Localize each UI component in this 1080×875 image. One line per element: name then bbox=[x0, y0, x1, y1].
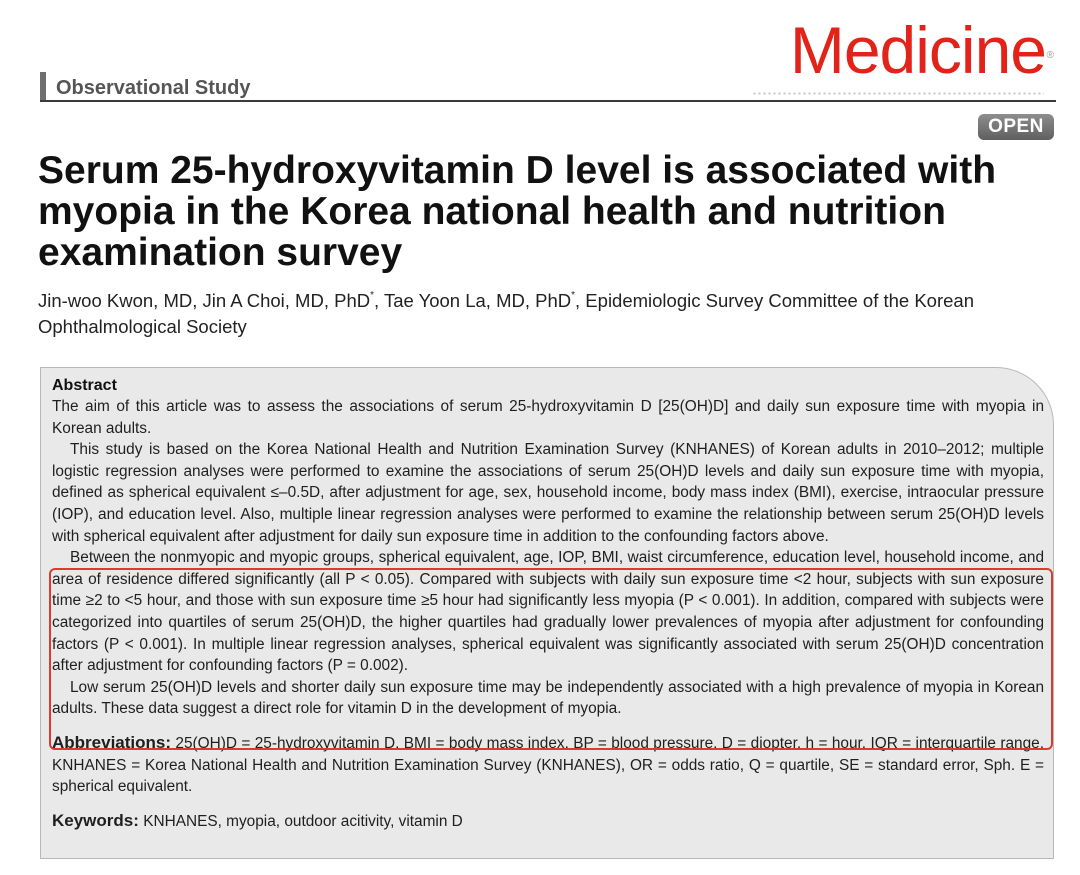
open-access-badge bbox=[978, 114, 1054, 140]
corresponding-mark-1: * bbox=[370, 290, 374, 301]
author-group-3: , Epidemiologic Survey Committee of the Korean Ophthalmological Society bbox=[38, 290, 975, 337]
abstract-results: Between the nonmyopic and myopic groups, spherical equivalent, age, IOP, BMI, waist circumference, education level, household income, and area of residence differed significantly (all P < 0.05). Compared with subjects with daily sun exposure time <2 hour, subjects with sun exposure time ≥2 to <5 hour, and those with sun exposure time ≥5 hour had significantly less myopia (P < 0.001). In addition, compared with subjects were categorized into quartiles of serum 25(OH)D, the higher quartiles had gradually lower prevalences of myopia after adjustment for confounding factors (P < 0.001). In multiple linear regression analyses, spherical equivalent was significantly associated with serum 25(OH)D concentration after adjustment for confounding factors (P = 0.002). bbox=[52, 549, 1044, 675]
abbreviations-text: 25(OH)D = 25-hydroxyvitamin D, BMI = body mass index, BP = blood pressure, D = diopter, h = hour, IQR = interquartile range, KNHANES = Korea National Health and Nutrition Examination Survey (KNHANES), OR = odds ratio, Q = quartile, SE = standard error, Sph. E = spherical equivalent. bbox=[52, 734, 1044, 796]
abbreviations-label: Abbreviations: bbox=[52, 732, 172, 752]
section-tag-label: Observational Study bbox=[56, 77, 251, 99]
corresponding-mark-2: * bbox=[571, 290, 576, 301]
open-access-label: OPEN bbox=[988, 116, 1044, 137]
highlight-annotation-box bbox=[49, 568, 1053, 750]
author-group-1: Jin-woo Kwon, MD, Jin A Choi, MD, PhD bbox=[38, 290, 371, 311]
abstract-heading: Abstract bbox=[52, 377, 117, 394]
journal-logo-text: Medicine bbox=[789, 13, 1046, 87]
author-list bbox=[38, 283, 1048, 340]
keywords-text: KNHANES, myopia, outdoor acitivity, vitamin D bbox=[138, 812, 463, 830]
abstract-methods: This study is based on the Korea National Health and Nutrition Examination Survey (KNHANES) of Korean adults in 2010–2012; multiple logistic regression analyses were performed to examine the associations of serum 25(OH)D levels and daily sun exposure time with myopia, defined as spherical equivalent ≤–0.5D, after adjustment for age, sex, household income, body mass index (BMI), exercise, intraocular pressure (IOP), and education level. Also, multiple linear regression analyses were performed to examine the relationship between serum 25(OH)D levels with spherical equivalent after adjustment for daily sun exposure time in addition to the confounding factors above. bbox=[52, 441, 1044, 545]
keywords bbox=[52, 810, 1044, 833]
abstract-conclusion: Low serum 25(OH)D levels and shorter daily sun exposure time may be independently associated with a high prevalence of myopia in Korean adults. These data suggest a direct role for vitamin D in the development of myopia. bbox=[52, 678, 1044, 718]
logo-dotted-underline bbox=[752, 92, 1044, 95]
abstract-objective: The aim of this article was to assess the associations of serum 25-hydroxyvitamin D [25(OH)D] and daily sun exposure time with myopia in Korean adults. bbox=[52, 398, 1044, 437]
registered-mark: ® bbox=[1046, 50, 1054, 61]
section-tag bbox=[40, 72, 251, 102]
keywords-label: Keywords: bbox=[52, 810, 139, 830]
article-title: Serum 25-hydroxyvitamin D level is associated with myopia in the Korea national health and nutrition examination survey bbox=[38, 149, 997, 274]
journal-logo[interactable] bbox=[789, 13, 1054, 87]
author-group-2: , Tae Yoon La, MD, PhD bbox=[374, 290, 572, 311]
header-rule bbox=[40, 100, 1056, 102]
